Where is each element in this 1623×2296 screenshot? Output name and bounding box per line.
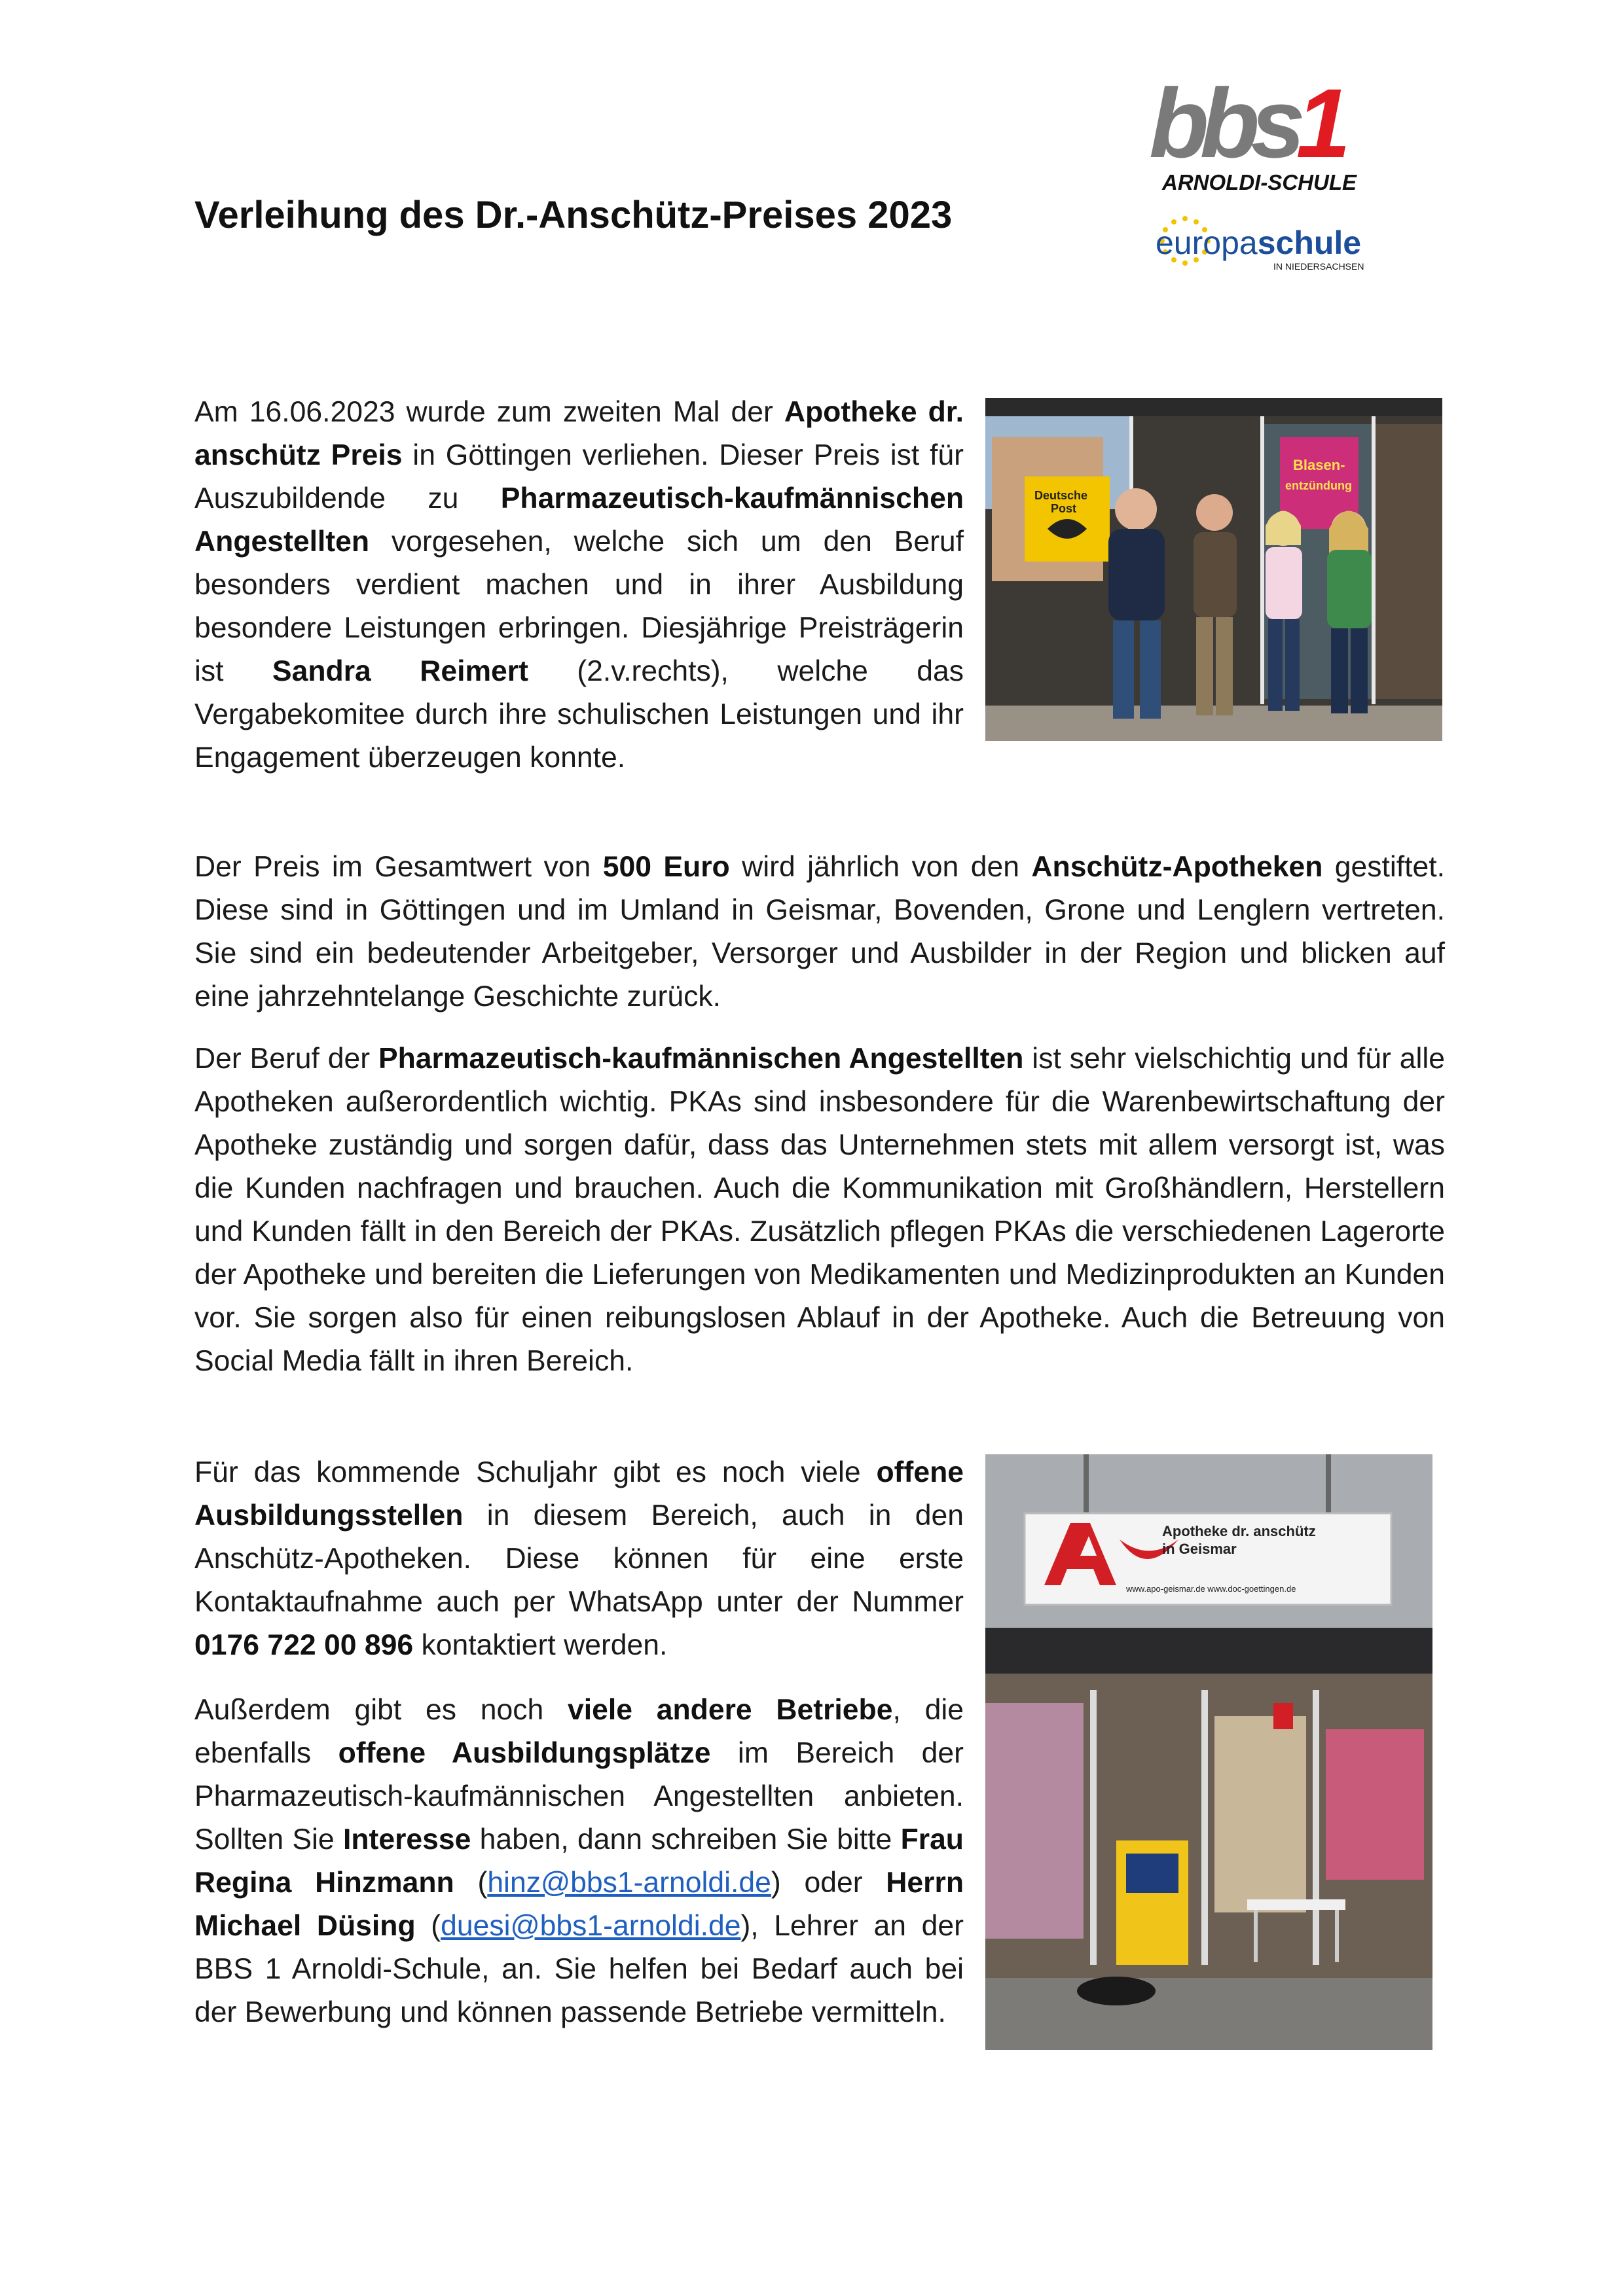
email-link-duesing[interactable]: duesi@bbs1-arnoldi.de — [441, 1910, 741, 1942]
page-title: Verleihung des Dr.-Anschütz-Preises 2023 — [194, 194, 953, 236]
paragraph-prize-value: Der Preis im Gesamtwert von 500 Euro wird jährlich von den Anschütz-Apotheken gestiftet. Diese sind in Göttingen und im Umland in Geismar, Bovenden, Grone und Lenglern vertreten. Sie sind ein bedeutender Arbeitgeber, Versorger und Ausbilder in der Region und blicken auf eine jahrzehntelange Geschichte zurück. — [194, 851, 1445, 1013]
paragraph-award-intro: Am 16.06.2023 wurde zum zweiten Mal der Apotheke dr. anschütz Preis in Göttingen verliehen. Dieser Preis ist für Auszubildende zu Pharmazeutisch-kaufmännischen Angestellten vorgesehen, welche sich um den Beruf besonders verdient machen und in ihrer Ausbildung besondere Leistungen erbringen. Diesjährige Preisträgerin ist Sandra Reimert (2.v.rechts), welche das Vergabekomitee durch ihre schulischen Leistungen und ihr Engagement überzeugen konnte. — [194, 396, 964, 774]
post-sign-text-2: Post — [1051, 502, 1077, 515]
paragraph-job-description: Der Beruf der Pharmazeutisch-kaufmännischen Angestellten ist sehr vielschichtig und für alle Apotheken außerordentlich wichtig. PKAs sind insbesondere für die Warenbewirtschaftung der Apotheke zuständig und sorgen dafür, dass das Unternehmen stets mit allem versorgt ist, was die Kunden nachfragen und brauchen. Auch die Kommunikation mit Großhändlern, Herstellern und Kunden fällt in den Bereich der PKAs. Zusätzlich pflegen PKAs die verschiedenen Lagerorte der Apotheke und bereiten die Lieferungen von Medikamenten und Medizinprodukten an Kunden vor. Sie sorgen also für einen reibungslosen Ablauf in der Apotheke. Auch die Betreuung von Social Media fällt in ihren Bereich. — [194, 1043, 1445, 1377]
poster-text-2: entzündung — [1285, 479, 1352, 492]
paragraph-contact: Außerdem gibt es noch viele andere Betriebe, die ebenfalls offene Ausbildungsplätze im Bereich der Pharmazeutisch-kaufmännischen Angestellten anbieten. Sollten Sie Interesse haben, dann schreiben Sie bitte Frau Regina Hinzmann (hinz@bbs1-arnoldi.de) oder Herrn Michael Düsing (duesi@bbs1-arnoldi.de), Lehrer an der BBS 1 Arnoldi-Schule, an. Sie helfen bei Bedarf auch bei der Bewerbung und können passende Betriebe vermitteln. — [194, 1694, 964, 2028]
photo-award-group — [985, 398, 1442, 741]
photo-pharmacy-storefront — [985, 1454, 1432, 2050]
bbs1-logo-mark: bbs1 — [1149, 68, 1342, 178]
storefront-sign-url: www.apo-geismar.de www.doc-goettingen.de — [1126, 1584, 1296, 1594]
poster-text-1: Blasen- — [1293, 457, 1345, 473]
email-link-hinzmann[interactable]: hinz@bbs1-arnoldi.de — [487, 1867, 771, 1899]
bbs1-logo — [1142, 65, 1391, 196]
storefront-sign-line1: Apotheke dr. anschütz — [1162, 1523, 1316, 1539]
europaschule-logo-sub: IN NIEDERSACHSEN — [1273, 261, 1364, 272]
post-sign-text-1: Deutsche — [1034, 489, 1088, 502]
europaschule-logo-text: europaschule — [1156, 224, 1362, 261]
storefront-sign-line2: in Geismar — [1162, 1541, 1237, 1557]
paragraph-open-positions: Für das kommende Schuljahr gibt es noch viele offene Ausbildungsstellen in diesem Bereich, auch in den Anschütz-Apotheken. Diese können für eine erste Kontaktaufnahme auch per WhatsApp unter der Nummer 0176 722 00 896 kontaktiert werden. — [194, 1456, 964, 1661]
europaschule-logo — [1142, 209, 1391, 295]
bbs1-logo-name: ARNOLDI-SCHULE — [1162, 170, 1357, 194]
